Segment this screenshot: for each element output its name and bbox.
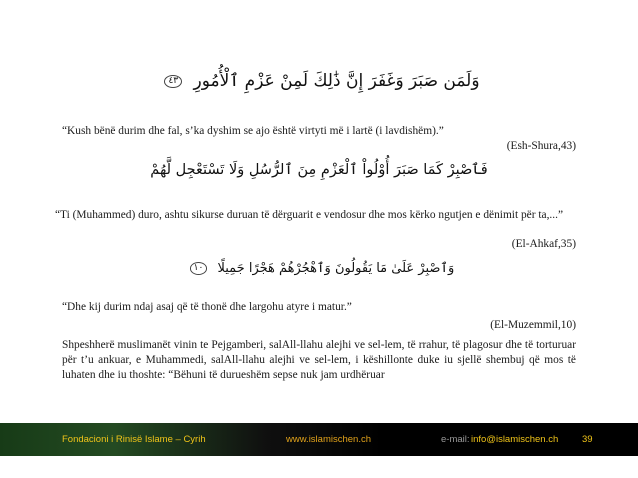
arabic-verse-1 [0, 70, 638, 92]
body-paragraph: Shpeshherë muslimanët vinin te Pejgamberi, salAll-llahu alejhi ve sel-lem, të rrahur, të plagosur dhe të torturuar për t’u ankuar, e Muhammedi, salAll-llahu alejhi ve sel-lem, i këshillonte duke iu sjellë shembuj që mos të luhaten dhe iu thoshte: “Bëhuni të durueshëm sepse nuk jam urdhëruar [62, 339, 576, 381]
arabic-verse-3 [0, 259, 638, 279]
footer-email-label: e-mail: [441, 434, 470, 445]
quote-3-reference: (El-Muzemmil,10) [490, 319, 576, 331]
ayah-number-marker: ١٠ [190, 262, 208, 275]
quote-3: “Dhe kij durim ndaj asaj që të thonë dhe largohu atyre i matur.” [62, 301, 352, 313]
footer-website-link[interactable]: www.islamischen.ch [286, 434, 371, 445]
quote-1-reference: (Esh-Shura,43) [506, 140, 576, 152]
ayah-number-marker: ٤٣ [164, 75, 182, 88]
arabic-verse-2 [0, 160, 638, 180]
quote-2: “Ti (Muhammed) duro, ashtu sikurse duruan të dërguarit e vendosur dhe mos kërko ngutjen e dënimit për ta,...” [55, 209, 564, 221]
page-number: 39 [582, 434, 593, 445]
arabic-verse-3-text: وَٱصْبِرْ عَلَىٰ مَا يَقُولُونَ وَٱهْجُرْهُمْ هَجْرًا جَمِيلًا [217, 261, 455, 276]
footer-bar [0, 423, 638, 456]
arabic-verse-1-text: وَلَمَن صَبَرَ وَغَفَرَ إِنَّ ذَٰلِكَ لَمِنْ عَزْمِ ٱلْأُمُورِ [193, 71, 480, 91]
footer-email-link[interactable]: info@islamischen.ch [471, 434, 559, 445]
footer-organization: Fondacioni i Rinisë Islame – Cyrih [62, 434, 206, 445]
quote-2-reference: (El-Ahkaf,35) [511, 238, 576, 250]
arabic-verse-2-text: فَٱصْبِرْ كَمَا صَبَرَ أُوْلُواْ ٱلْعَزْمِ مِنَ ٱلرُّسُلِ وَلَا تَسْتَعْجِل لَّهُمْ [150, 162, 488, 178]
quote-1: “Kush bënë durim dhe fal, s’ka dyshim se ajo është virtyti më i lartë (i lavdishëm).” [62, 125, 444, 137]
